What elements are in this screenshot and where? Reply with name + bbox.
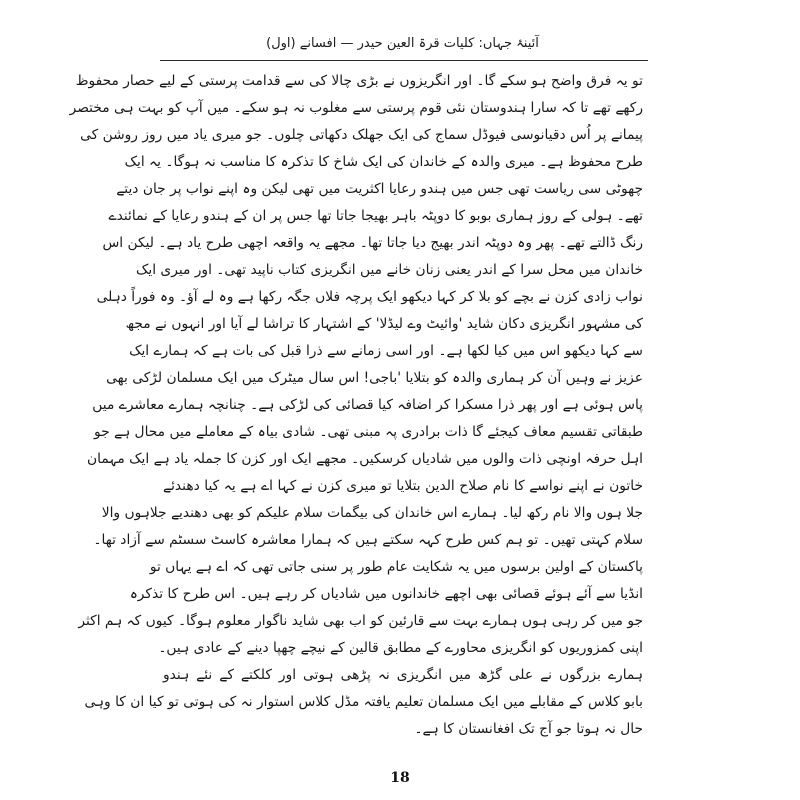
text-line: حال نہ ہوتا جو آج تک افغانستان کا ہے۔: [414, 721, 643, 737]
body-text: [69, 68, 643, 743]
text-line: تو یہ فرق واضح ہو سکے گا۔ اور انگریزوں نے بڑی چالا کی سے قدامت پرستی کے لیے حصار محفوظ: [75, 73, 643, 89]
text-line: نواب زادی کزن نے بچے کو بلا کر کہا دیکھو ایک پرچہ فلاں جگہ رکھا ہے وہ لے آؤ۔ وہ فوراً دہلی: [96, 289, 643, 305]
text-line: رنگ ڈالتے تھے۔ پھر وہ دوپٹہ اندر بھیج دیا جاتا تھا۔ مجھے یہ واقعہ اچھی طرح یاد ہے۔ لیکن اس: [102, 235, 643, 251]
text-line: اہل حرفہ اونچی ذات والوں میں شادیاں کرسکیں۔ مجھے ایک اور کزن کا جملہ یاد ہے ایک مہمان: [87, 451, 643, 467]
text-line: خاندان میں محل سرا کے اندر یعنی زنان خانے میں انگریزی کتاب ناپید تھی۔ اور میری ایک: [136, 262, 643, 278]
running-head: آئینۂ جہاں: کلیات قرۃ العین حیدر — افسانے (اول): [266, 36, 539, 51]
text-line: انڈیا سے آئے ہوئے قصائی بھی اچھے خاندانوں میں شادیاں کر رہے ہیں۔ اس طرح کا تذکرہ: [129, 586, 643, 602]
text-line: جو میں کر رہی ہوں ہمارے بہت سے قارئین کو اب بھی شاید ناگوار معلوم ہوگا۔ کیوں کہ ہم اکثر: [78, 613, 643, 629]
text-line: کی مشہور انگریزی دکان شاید 'وائیٹ وے لیڈلا' کے اشتہار کا تراشا لے آیا اور انہوں نے مجھ: [125, 316, 643, 332]
text-line: پیمانے پر اُس دقیانوسی فیوڈل سماج کی ایک جھلک دکھاتی چلوں۔ جو میری یاد میں روز روشن کی: [80, 127, 643, 143]
text-line: طرح محفوظ ہے۔ میری والدہ کے خاندان کی ایک شاخ کا تذکرہ کا مناسب نہ ہوگا۔ یہ ایک: [124, 154, 643, 170]
text-line: رکھے تھے تا کہ سارا ہندوستان نئی قوم پرستی سے مغلوب نہ ہو سکے۔ میں آپ کو بہت ہی مختصر: [69, 100, 643, 116]
header-rule: [160, 60, 648, 61]
text-line: پاس ہوئی ہے اور پھر ذرا مسکرا کر اضافہ کیا قصائی کی لڑکی ہے۔ چنانچہ ہمارے معاشرے میں: [92, 397, 643, 413]
text-line: خاتون نے اپنے نواسے کا نام صلاح الدین بتلایا تو میری کزن نے کہا اے ہے یہ کیا دھندئے: [163, 478, 643, 494]
text-line: چھوٹی سی ریاست تھی جس میں ہندو رعایا اکثریت میں تھی لیکن وہ اپنے نواب پر جان دیتے: [116, 181, 643, 197]
text-line: جلا ہوں والا نام رکھ لیا۔ ہمارے اس خاندان کی بیگمات سلام علیکم کو بھی دھندیے جلاہوں والا: [101, 505, 643, 521]
text-line: طبقاتی تقسیم معاف کیجئے گا ذات برادری پہ مبنی تھی۔ شادی بیاہ کے معاملے میں محال ہے جو: [93, 424, 643, 440]
text-line: عزیز نے وہیں آن کر ہماری والدہ کو بتلایا 'باجی! اس سال میٹرک میں ایک مسلمان لڑکی بھی: [106, 370, 643, 386]
text-line: بابو کلاس کے مقابلے میں ایک مسلمان تعلیم یافتہ مڈل کلاس استوار نہ کی ہوتی تو کیا ان کا وہی: [84, 694, 643, 710]
text-line: تھے۔ ہولی کے روز ہماری بوبو کا دوپٹہ باہر بھیجا جاتا تھا جس پر ان کے ہندو رعایا کے نمائندے: [108, 208, 643, 224]
page-number: 18: [390, 770, 410, 786]
text-line: سے کہا دیکھو اس میں کیا لکھا ہے۔ اور اسی زمانے سے ذرا قبل کی بات ہے کہ ہمارے ایک: [129, 343, 643, 359]
text-line: سلام کہتی تھیں۔ تو ہم کس طرح کہہ سکتے ہیں کہ ہمارا معاشرہ کاسٹ سسٹم سے آزاد تھا۔: [93, 532, 643, 548]
text-line: ہمارے بزرگوں نے علی گڑھ میں انگریزی نہ پڑھی ہوتی اور کلکتے کے نئے ہندو: [163, 667, 643, 683]
text-line: پاکستان کے اولین برسوں میں یہ شکایت عام طور پر سنی جاتی تھی کہ اے ہے یہاں تو: [149, 559, 643, 575]
text-line: اپنی کمزوریوں کو انگریزی محاورے کے مطابق قالین کے نیچے چھپا دینے کے عادی ہیں۔: [158, 640, 643, 656]
